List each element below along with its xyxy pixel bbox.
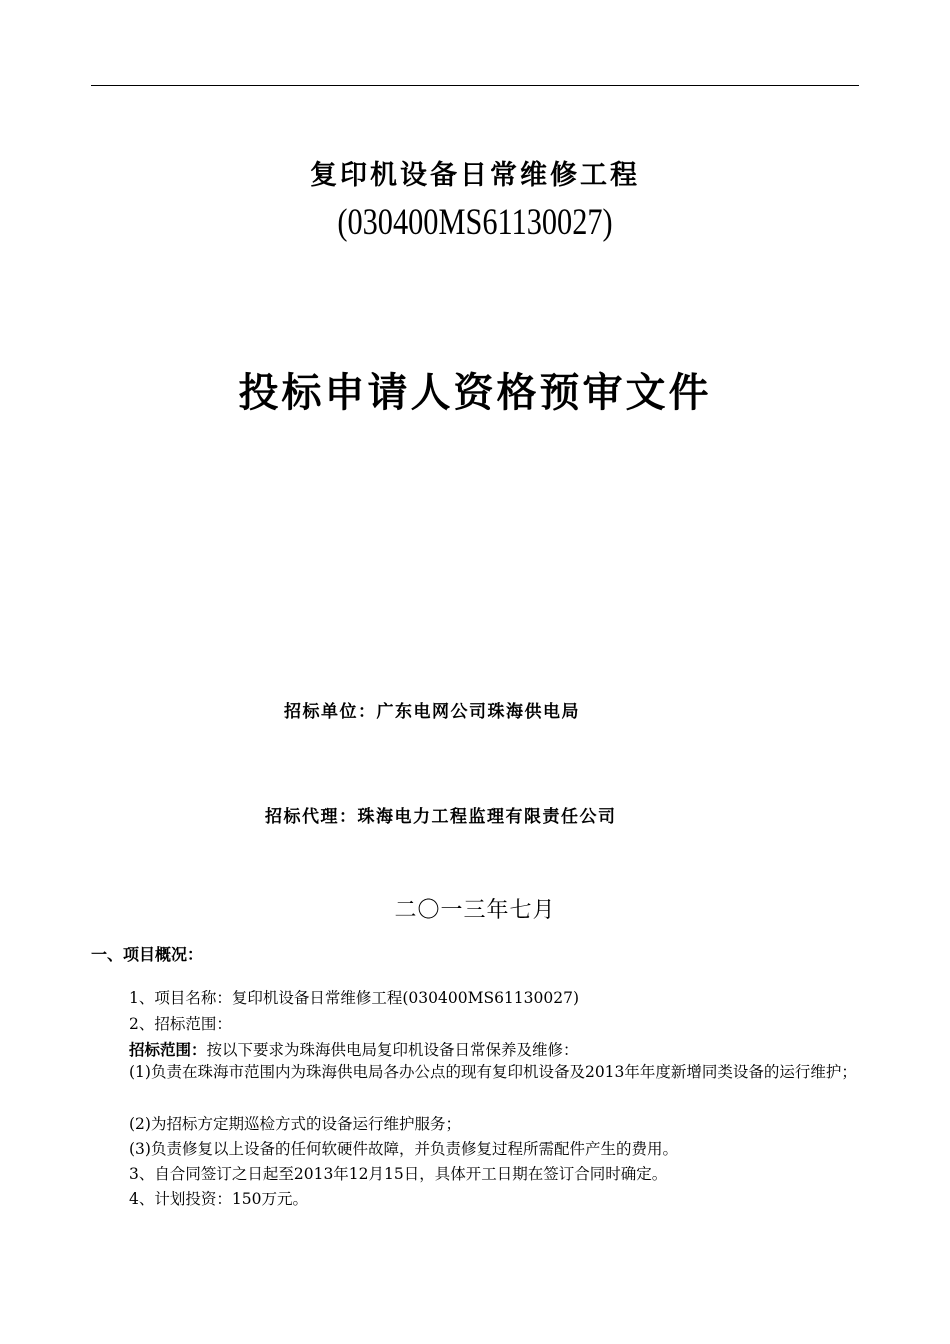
agent-value: 珠海电力工程监理有限责任公司 xyxy=(357,807,617,827)
scope-item-2: (2)为招标方定期巡检方式的设备运行维护服务； xyxy=(129,1115,461,1133)
agent-line xyxy=(265,802,617,827)
section-heading: 一、项目概况： xyxy=(91,945,204,964)
item-investment: 4、计划投资：150万元。 xyxy=(129,1190,308,1208)
item-project-name: 1、项目名称：复印机设备日常维修工程(030400MS61130027) xyxy=(129,989,580,1007)
tenderer-line xyxy=(284,697,580,722)
header-rule xyxy=(91,85,859,86)
project-code: (030400MS61130027) xyxy=(337,202,613,243)
tenderer-value: 广东电网公司珠海供电局 xyxy=(376,702,580,722)
scope-text: 按以下要求为珠海供电局复印机设备日常保养及维修： xyxy=(206,1041,579,1059)
project-title: 复印机设备日常维修工程 xyxy=(310,160,640,191)
scope-item-3: (3)负责修复以上设备的任何软硬件故障，并负责修复过程所需配件产生的费用。 xyxy=(129,1140,678,1158)
scope-item-1: (1)负责在珠海市范围内为珠海供电局各办公点的现有复印机设备及2013年年度新增同类设备的运行维护； xyxy=(129,1063,857,1081)
document-title: 投标申请人资格预审文件 xyxy=(238,370,712,416)
tenderer-label: 招标单位： xyxy=(284,702,377,722)
agent-label: 招标代理： xyxy=(265,807,358,827)
document-date: 二〇一三年七月 xyxy=(394,898,556,923)
item-scope-heading: 2、招标范围： xyxy=(129,1015,232,1033)
item-schedule: 3、自合同签订之日起至2013年12月15日，具体开工日期在签订合同时确定。 xyxy=(129,1165,668,1183)
scope-label: 招标范围： xyxy=(129,1041,207,1059)
